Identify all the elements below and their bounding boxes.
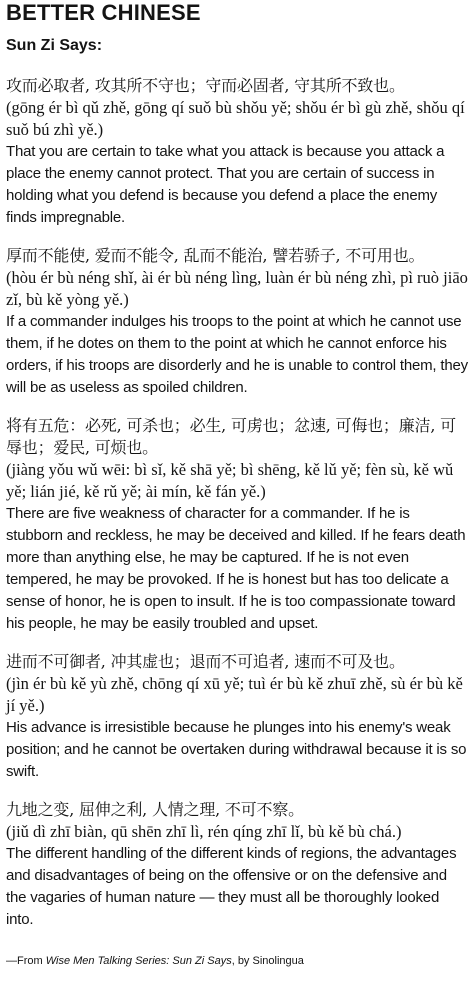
chinese-text: 将有五危：必死, 可杀也；必生, 可虏也；忿速, 可侮也；廉洁, 可辱也；爱民, 可烦也。 [6, 416, 456, 457]
english-translation: That you are certain to take what you attack is because you attack a place the enemy cannot protect. That you are certain of success in holding what you defend is because you defend a place the enemy finds impregnable. [6, 143, 445, 226]
chinese-text: 攻而必取者, 攻其所不守也；守而必固者, 守其所不致也。 [6, 76, 405, 95]
credit-work-title: Wise Men Talking Series: Sun Zi Says [45, 955, 232, 967]
pinyin-text: (gōng ér bì qǔ zhě, gōng qí suǒ bù shǒu yě; shǒu ér bì gù zhě, shǒu qí suǒ bú zhì yě.) [6, 98, 465, 139]
pinyin-text: (jiǔ dì zhī biàn, qū shēn zhī lì, rén qíng zhī lǐ, bù kě bù chá.) [6, 822, 402, 841]
english-translation: If a commander indulges his troops to the point at which he cannot use them, if he dotes on them to the point at which he cannot enforce his orders, if his troops are disorderly and he is unable to control them, they will be as useless as spoiled children. [6, 313, 468, 396]
credit-prefix: —From [6, 955, 46, 967]
quote-entry-3 [6, 415, 468, 635]
english-translation: The different handling of the different kinds of regions, the advantages and disadvantages of being on the offensive or on the defensive and the vagaries of human nature — they must all be thoroughly looked into. [6, 845, 457, 928]
quote-entry-4 [6, 651, 468, 783]
english-translation: His advance is irresistible because he plunges into his enemy's weak position; and he cannot be overtaken during withdrawal because it is so swift. [6, 719, 467, 780]
credit-suffix: , by Sinolingua [231, 955, 304, 967]
section-subtitle: Sun Zi Says: [6, 37, 103, 54]
english-translation: There are five weakness of character for a commander. If he is stubborn and reckless, he may be deceived and killed. If he fears death more than anything else, he may be captured. If he is not even tempered, he may be provoked. If he is honest but has too delicate a sense of honor, he is open to insult. If he is too compassionate toward his people, he may be easily troubled and upset. [6, 505, 466, 632]
pinyin-text: (jiàng yǒu wǔ wēi: bì sǐ, kě shā yě; bì shēng, kě lǔ yě; fèn sù, kě wǔ yě; lián jié, kě rǔ yě; ài mín, kě fán yě.) [6, 460, 454, 501]
pinyin-text: (jìn ér bù kě yù zhě, chōng qí xū yě; tuì ér bù kě zhuī zhě, sù ér bù kě jí yě.) [6, 674, 463, 715]
article [6, 0, 468, 967]
source-credit [6, 954, 304, 968]
quote-entry-2 [6, 245, 468, 399]
pinyin-text: (hòu ér bù néng shǐ, ài ér bù néng lìng, luàn ér bù néng zhì, pì ruò jiāo zǐ, bù kě yòng yě.) [6, 268, 468, 309]
chinese-text: 厚而不能使, 爱而不能令, 乱而不能治, 譬若骄子, 不可用也。 [6, 246, 425, 265]
chinese-text: 进而不可御者, 冲其虚也；退而不可追者, 速而不可及也。 [6, 652, 405, 671]
chinese-text: 九地之变, 屈伸之利, 人情之理, 不可不察。 [6, 800, 304, 819]
quote-entry-5 [6, 799, 468, 931]
page-title: BETTER CHINESE [6, 0, 201, 25]
quote-entry-1 [6, 75, 468, 229]
